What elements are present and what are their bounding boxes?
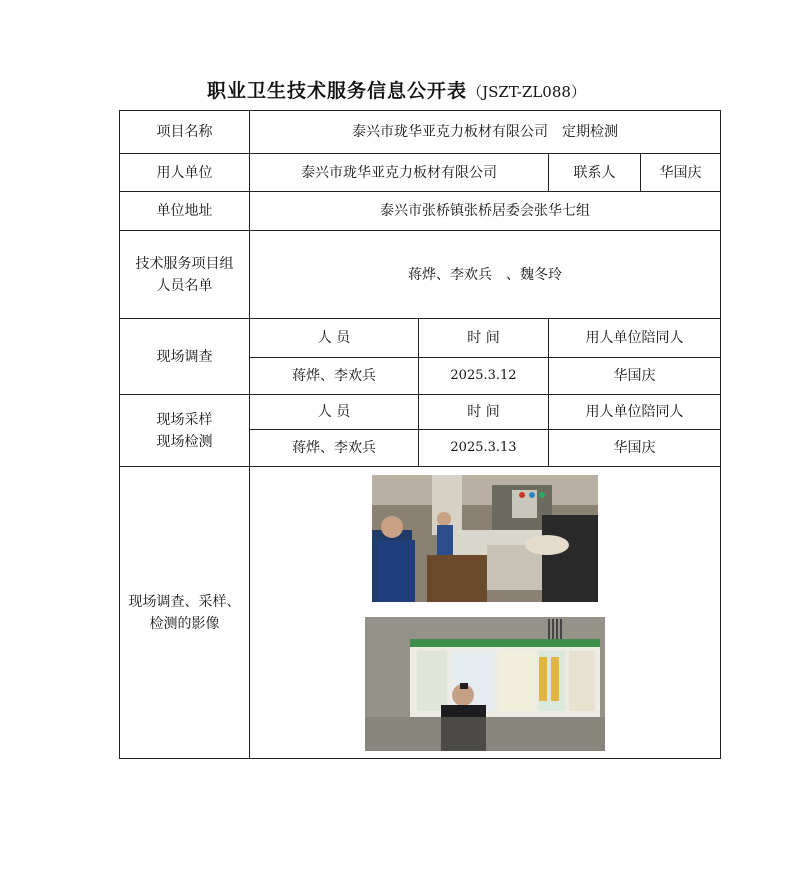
address-value: 泰兴市张桥镇张桥居委会张华七组 [250, 192, 721, 231]
survey-escort: 华国庆 [549, 358, 721, 395]
employer-label: 用人单位 [120, 154, 250, 192]
row-project-name [120, 111, 721, 154]
survey-col-escort: 用人单位陪同人 [549, 319, 721, 358]
sampling-person: 蒋烨、李欢兵 [250, 430, 419, 467]
row-images [120, 467, 721, 759]
survey-col-time: 时 间 [419, 319, 549, 358]
row-employer [120, 154, 721, 192]
sampling-escort: 华国庆 [549, 430, 721, 467]
page-title [0, 76, 793, 103]
sampling-col-escort: 用人单位陪同人 [549, 395, 721, 430]
images-label-line2: 检测的影像 [149, 615, 220, 632]
site-sampling-photo-image [365, 617, 605, 751]
address-label: 单位地址 [120, 192, 250, 231]
sampling-label-line1: 现场采样 [156, 411, 213, 428]
team-label-line2: 人员名单 [156, 277, 213, 294]
site-sampling-photo [365, 617, 605, 751]
contact-label: 联系人 [549, 154, 641, 192]
team-label-line1: 技术服务项目组 [135, 255, 234, 272]
form-code: （JSZT-ZL088） [467, 83, 586, 101]
survey-person: 蒋烨、李欢兵 [250, 358, 419, 395]
contact-value: 华国庆 [641, 154, 721, 192]
row-address [120, 192, 721, 231]
employer-value: 泰兴市珑华亚克力板材有限公司 [250, 154, 549, 192]
project-name-value: 泰兴市珑华亚克力板材有限公司 定期检测 [250, 111, 721, 154]
title-text: 职业卫生技术服务信息公开表 [207, 80, 468, 102]
survey-time: 2025.3.12 [419, 358, 549, 395]
survey-label: 现场调查 [120, 319, 250, 395]
row-team [120, 231, 721, 319]
team-value: 蒋烨、李欢兵 、魏冬玲 [250, 231, 721, 319]
sampling-label-line2: 现场检测 [156, 433, 213, 450]
row-survey-header [120, 319, 721, 358]
team-label [120, 231, 250, 319]
row-sampling-header [120, 395, 721, 430]
sampling-col-person: 人 员 [250, 395, 419, 430]
sampling-label [120, 395, 250, 467]
sampling-time: 2025.3.13 [419, 430, 549, 467]
sampling-col-time: 时 间 [419, 395, 549, 430]
survey-col-person: 人 员 [250, 319, 419, 358]
images-label [120, 467, 250, 759]
project-name-label: 项目名称 [120, 111, 250, 154]
images-cell [250, 467, 721, 759]
images-label-line1: 现场调查、采样、 [128, 593, 241, 610]
site-survey-photo-image [372, 475, 598, 602]
info-table [119, 110, 721, 759]
site-survey-photo [372, 475, 598, 602]
